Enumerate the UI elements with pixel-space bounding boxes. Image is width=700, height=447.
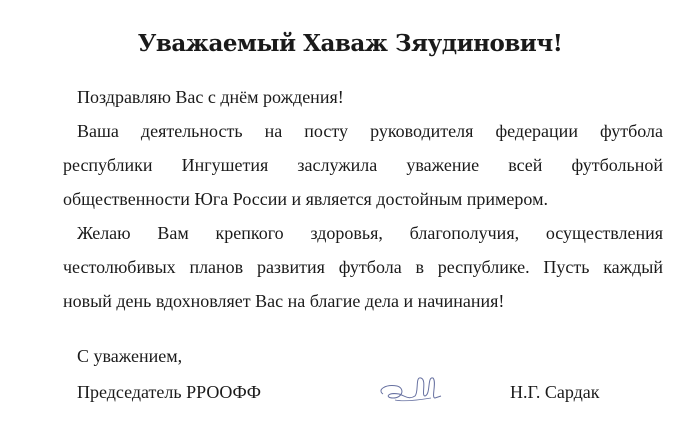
letter-body (63, 80, 663, 318)
paragraph-line: честолюбивых планов развития футбола в республике. Пусть каждый (63, 257, 663, 277)
paragraph-line: Поздравляю Вас с днём рождения! (77, 87, 344, 107)
paragraph-line: Ваша деятельность на посту руководителя федерации футбола (77, 121, 663, 141)
letter-title: Уважаемый Хаваж Зяудинович! (137, 30, 563, 57)
signature-image (375, 372, 445, 408)
signer-name: Н.Г. Сардак (510, 382, 600, 402)
signer-position: Председатель РРООФФ (77, 382, 261, 402)
closing-regards: С уважением, (77, 346, 183, 366)
paragraph-line: общественности Юга России и является достойным примером. (63, 189, 548, 209)
paragraph-line: Желаю Вам крепкого здоровья, благополучия, осуществления (77, 223, 663, 243)
paragraph-line: республики Ингушетия заслужила уважение всей футбольной (63, 155, 663, 175)
paragraph-line: новый день вдохновляет Вас на благие дела и начинания! (63, 291, 505, 311)
